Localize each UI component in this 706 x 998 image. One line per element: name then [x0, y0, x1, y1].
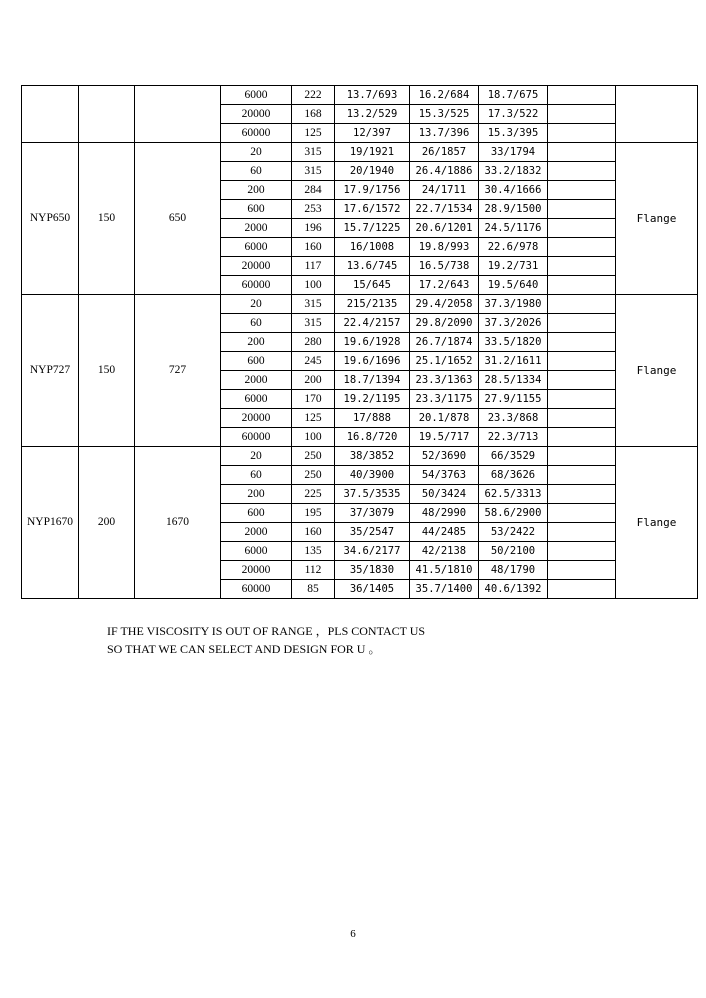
- page-number: 6: [350, 928, 356, 940]
- blank-cell: [548, 504, 616, 523]
- blank-cell: [548, 523, 616, 542]
- blank-cell: [548, 371, 616, 390]
- value-cell-b: 23.3/1175: [410, 390, 479, 409]
- viscosity-cell: 20: [221, 447, 292, 466]
- value-cell-b: 29.4/2058: [410, 295, 479, 314]
- value-cell-c: 33/1794: [479, 143, 548, 162]
- speed-cell: 170: [292, 390, 335, 409]
- speed-cell: 100: [292, 428, 335, 447]
- blank-cell: [548, 561, 616, 580]
- connection-cell: Flange: [616, 143, 698, 295]
- value-cell-c: 17.3/522: [479, 105, 548, 124]
- value-cell-c: 30.4/1666: [479, 181, 548, 200]
- note-line-2: SO THAT WE CAN SELECT AND DESIGN FOR U 。: [107, 642, 381, 656]
- spec-table: [21, 85, 698, 599]
- value-cell-a: 36/1405: [335, 580, 410, 599]
- viscosity-cell: 60000: [221, 428, 292, 447]
- value-cell-c: 24.5/1176: [479, 219, 548, 238]
- speed-cell: 225: [292, 485, 335, 504]
- model-cell: NYP727: [22, 295, 79, 447]
- value-cell-a: 18.7/1394: [335, 371, 410, 390]
- viscosity-cell: 200: [221, 485, 292, 504]
- value-cell-c: 31.2/1611: [479, 352, 548, 371]
- value-cell-a: 16.8/720: [335, 428, 410, 447]
- note-line-1: IF THE VISCOSITY IS OUT OF RANGE ，PLS CONTACT US: [107, 624, 426, 638]
- value-cell-b: 26.7/1874: [410, 333, 479, 352]
- spec-cell-empty: [79, 86, 135, 143]
- blank-cell: [548, 162, 616, 181]
- value-cell-b: 54/3763: [410, 466, 479, 485]
- value-cell-a: 19.6/1696: [335, 352, 410, 371]
- value-cell-c: 15.3/395: [479, 124, 548, 143]
- connection-cell: Flange: [616, 295, 698, 447]
- speed-cell: 85: [292, 580, 335, 599]
- value-cell-b: 44/2485: [410, 523, 479, 542]
- value-cell-a: 13.2/529: [335, 105, 410, 124]
- value-cell-c: 58.6/2900: [479, 504, 548, 523]
- viscosity-cell: 600: [221, 200, 292, 219]
- value-cell-a: 35/2547: [335, 523, 410, 542]
- value-cell-c: 50/2100: [479, 542, 548, 561]
- viscosity-cell: 60000: [221, 580, 292, 599]
- viscosity-cell: 6000: [221, 542, 292, 561]
- value-cell-b: 35.7/1400: [410, 580, 479, 599]
- table-row: [22, 447, 698, 466]
- spec-cell: 650: [135, 143, 221, 295]
- value-cell-a: 22.4/2157: [335, 314, 410, 333]
- value-cell-b: 26/1857: [410, 143, 479, 162]
- value-cell-b: 17.2/643: [410, 276, 479, 295]
- value-cell-a: 19/1921: [335, 143, 410, 162]
- value-cell-b: 26.4/1886: [410, 162, 479, 181]
- value-cell-a: 40/3900: [335, 466, 410, 485]
- viscosity-cell: 6000: [221, 390, 292, 409]
- value-cell-a: 17/888: [335, 409, 410, 428]
- speed-cell: 315: [292, 162, 335, 181]
- blank-cell: [548, 219, 616, 238]
- value-cell-b: 23.3/1363: [410, 371, 479, 390]
- value-cell-c: 19.5/640: [479, 276, 548, 295]
- blank-cell: [548, 238, 616, 257]
- viscosity-cell: 20: [221, 295, 292, 314]
- speed-cell: 160: [292, 238, 335, 257]
- blank-cell: [548, 390, 616, 409]
- blank-cell: [548, 86, 616, 105]
- value-cell-a: 12/397: [335, 124, 410, 143]
- blank-cell: [548, 314, 616, 333]
- speed-cell: 195: [292, 504, 335, 523]
- value-cell-b: 29.8/2090: [410, 314, 479, 333]
- viscosity-cell: 60000: [221, 276, 292, 295]
- value-cell-a: 37.5/3535: [335, 485, 410, 504]
- value-cell-c: 33.2/1832: [479, 162, 548, 181]
- blank-cell: [548, 542, 616, 561]
- value-cell-a: 19.2/1195: [335, 390, 410, 409]
- value-cell-c: 23.3/868: [479, 409, 548, 428]
- value-cell-c: 40.6/1392: [479, 580, 548, 599]
- value-cell-a: 215/2135: [335, 295, 410, 314]
- table-row: [22, 295, 698, 314]
- spec-cell: 200: [79, 447, 135, 599]
- speed-cell: 135: [292, 542, 335, 561]
- viscosity-cell: 20000: [221, 561, 292, 580]
- blank-cell: [548, 447, 616, 466]
- value-cell-a: 37/3079: [335, 504, 410, 523]
- blank-cell: [548, 333, 616, 352]
- blank-cell: [548, 143, 616, 162]
- value-cell-a: 34.6/2177: [335, 542, 410, 561]
- spec-cell: 150: [79, 295, 135, 447]
- value-cell-b: 16.2/684: [410, 86, 479, 105]
- value-cell-a: 35/1830: [335, 561, 410, 580]
- value-cell-b: 48/2990: [410, 504, 479, 523]
- blank-cell: [548, 409, 616, 428]
- speed-cell: 125: [292, 124, 335, 143]
- value-cell-b: 41.5/1810: [410, 561, 479, 580]
- value-cell-c: 19.2/731: [479, 257, 548, 276]
- speed-cell: 315: [292, 314, 335, 333]
- value-cell-b: 52/3690: [410, 447, 479, 466]
- speed-cell: 315: [292, 143, 335, 162]
- speed-cell: 117: [292, 257, 335, 276]
- blank-cell: [548, 466, 616, 485]
- speed-cell: 125: [292, 409, 335, 428]
- value-cell-b: 50/3424: [410, 485, 479, 504]
- viscosity-cell: 2000: [221, 219, 292, 238]
- viscosity-cell: 60: [221, 314, 292, 333]
- speed-cell: 245: [292, 352, 335, 371]
- model-cell: NYP650: [22, 143, 79, 295]
- value-cell-c: 66/3529: [479, 447, 548, 466]
- value-cell-b: 19.8/993: [410, 238, 479, 257]
- value-cell-b: 16.5/738: [410, 257, 479, 276]
- viscosity-cell: 2000: [221, 523, 292, 542]
- value-cell-a: 20/1940: [335, 162, 410, 181]
- speed-cell: 200: [292, 371, 335, 390]
- value-cell-b: 25.1/1652: [410, 352, 479, 371]
- value-cell-c: 22.3/713: [479, 428, 548, 447]
- model-cell: NYP1670: [22, 447, 79, 599]
- viscosity-cell: 200: [221, 333, 292, 352]
- viscosity-cell: 60: [221, 162, 292, 181]
- connection-cell: Flange: [616, 447, 698, 599]
- viscosity-cell: 200: [221, 181, 292, 200]
- spec-cell: 150: [79, 143, 135, 295]
- value-cell-b: 22.7/1534: [410, 200, 479, 219]
- speed-cell: 100: [292, 276, 335, 295]
- value-cell-b: 24/1711: [410, 181, 479, 200]
- model-cell-empty: [22, 86, 79, 143]
- speed-cell: 250: [292, 466, 335, 485]
- value-cell-a: 15/645: [335, 276, 410, 295]
- value-cell-b: 15.3/525: [410, 105, 479, 124]
- value-cell-a: 13.6/745: [335, 257, 410, 276]
- speed-cell: 168: [292, 105, 335, 124]
- speed-cell: 112: [292, 561, 335, 580]
- value-cell-c: 33.5/1820: [479, 333, 548, 352]
- value-cell-b: 20.1/878: [410, 409, 479, 428]
- blank-cell: [548, 257, 616, 276]
- blank-cell: [548, 295, 616, 314]
- value-cell-c: 18.7/675: [479, 86, 548, 105]
- value-cell-c: 28.9/1500: [479, 200, 548, 219]
- blank-cell: [548, 352, 616, 371]
- speed-cell: 280: [292, 333, 335, 352]
- value-cell-a: 19.6/1928: [335, 333, 410, 352]
- value-cell-a: 16/1008: [335, 238, 410, 257]
- value-cell-c: 53/2422: [479, 523, 548, 542]
- value-cell-a: 38/3852: [335, 447, 410, 466]
- viscosity-cell: 6000: [221, 86, 292, 105]
- viscosity-cell: 60000: [221, 124, 292, 143]
- value-cell-a: 15.7/1225: [335, 219, 410, 238]
- value-cell-c: 37.3/2026: [479, 314, 548, 333]
- blank-cell: [548, 105, 616, 124]
- table-row: [22, 143, 698, 162]
- viscosity-cell: 60: [221, 466, 292, 485]
- viscosity-cell: 2000: [221, 371, 292, 390]
- value-cell-b: 42/2138: [410, 542, 479, 561]
- value-cell-b: 13.7/396: [410, 124, 479, 143]
- connection-cell-empty: [616, 86, 698, 143]
- value-cell-c: 27.9/1155: [479, 390, 548, 409]
- viscosity-cell: 600: [221, 504, 292, 523]
- spec-cell-empty: [135, 86, 221, 143]
- value-cell-c: 62.5/3313: [479, 485, 548, 504]
- blank-cell: [548, 485, 616, 504]
- value-cell-c: 48/1790: [479, 561, 548, 580]
- value-cell-b: 20.6/1201: [410, 219, 479, 238]
- viscosity-cell: 600: [221, 352, 292, 371]
- viscosity-cell: 20000: [221, 409, 292, 428]
- speed-cell: 160: [292, 523, 335, 542]
- value-cell-c: 37.3/1980: [479, 295, 548, 314]
- viscosity-cell: 20000: [221, 257, 292, 276]
- value-cell-a: 13.7/693: [335, 86, 410, 105]
- blank-cell: [548, 276, 616, 295]
- table-row: [22, 86, 698, 105]
- speed-cell: 196: [292, 219, 335, 238]
- value-cell-a: 17.6/1572: [335, 200, 410, 219]
- value-cell-c: 22.6/978: [479, 238, 548, 257]
- speed-cell: 315: [292, 295, 335, 314]
- speed-cell: 250: [292, 447, 335, 466]
- blank-cell: [548, 124, 616, 143]
- viscosity-cell: 20000: [221, 105, 292, 124]
- viscosity-cell: 6000: [221, 238, 292, 257]
- value-cell-a: 17.9/1756: [335, 181, 410, 200]
- value-cell-c: 28.5/1334: [479, 371, 548, 390]
- blank-cell: [548, 200, 616, 219]
- viscosity-cell: 20: [221, 143, 292, 162]
- table-body: [22, 86, 698, 599]
- spec-cell: 1670: [135, 447, 221, 599]
- speed-cell: 253: [292, 200, 335, 219]
- spec-cell: 727: [135, 295, 221, 447]
- blank-cell: [548, 428, 616, 447]
- blank-cell: [548, 181, 616, 200]
- value-cell-b: 19.5/717: [410, 428, 479, 447]
- speed-cell: 222: [292, 86, 335, 105]
- speed-cell: 284: [292, 181, 335, 200]
- value-cell-c: 68/3626: [479, 466, 548, 485]
- blank-cell: [548, 580, 616, 599]
